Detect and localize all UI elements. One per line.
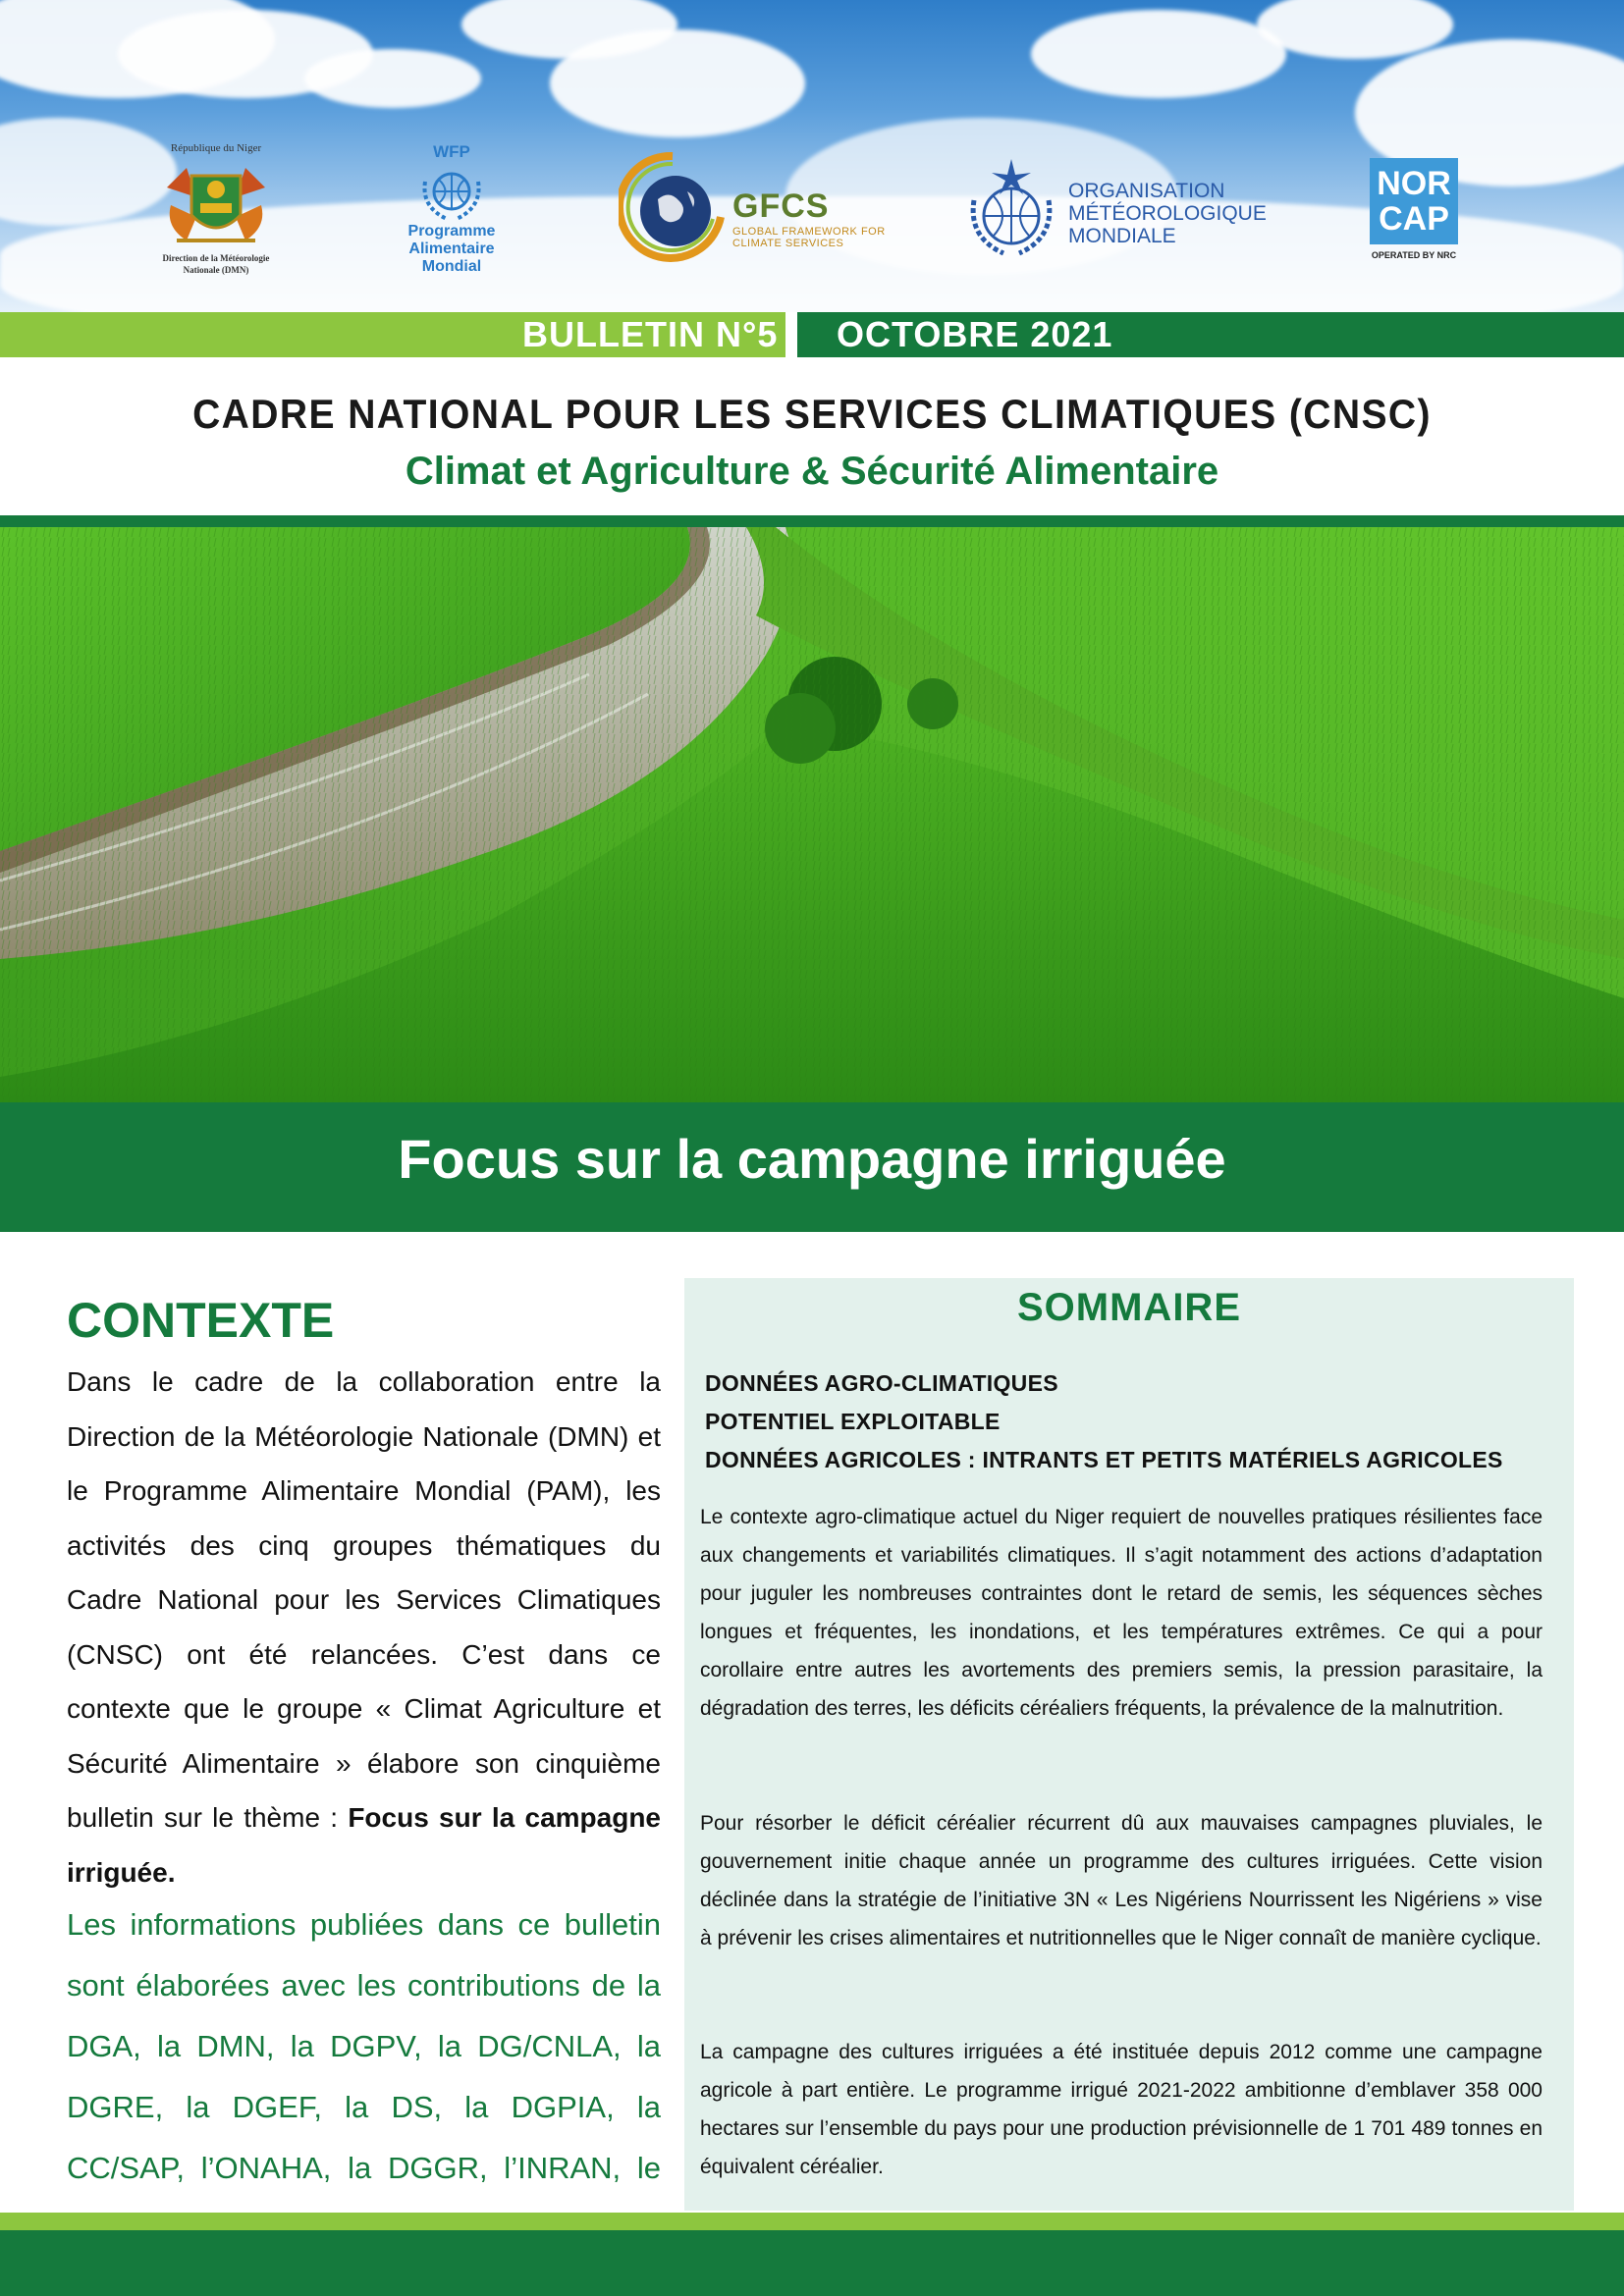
norcap-line-2: CAP (1379, 199, 1449, 238)
wfp-logo (393, 128, 511, 290)
gfcs-line-1: GLOBAL FRAMEWORK FOR (732, 226, 886, 238)
bulletin-bar (0, 312, 1624, 357)
omm-line-2: MÉTÉOROLOGIQUE (1068, 202, 1267, 225)
wfp-line-2: Alimentaire (408, 240, 495, 257)
rice-field-illustration (0, 527, 1624, 1102)
niger-dmn-logo (137, 128, 295, 290)
partner-logos (0, 128, 1624, 294)
contributions-text: Les informations publiées dans ce bulletin sont élaborées avec les contributions de la DGA, la DMN, la DGPV, la DG/CNLA, la DGRE, la DGEF, la DS, la DGPIA, la CC/SAP, l’ONAHA, la DGGR, l’INRAN, le (67, 1907, 661, 2185)
wfp-emblem-icon (417, 162, 486, 223)
title-divider (0, 515, 1624, 527)
omm-logo (962, 128, 1276, 290)
sommaire-title: SOMMAIRE (1017, 1286, 1241, 1329)
norcap-caption: OPERATED BY NRC (1371, 249, 1457, 260)
gfcs-acronym: GFCS (732, 187, 830, 225)
sommaire-paragraph: Le contexte agro-climatique actuel du Niger requiert de nouvelles pratiques résilientes face aux changements et variabilités climatiques. Il s’agit notamment des actions d’adaptation pour juguler les nombreuses contraintes dont le retard de semis, les séquences sèches longues et fréquentes, les inondations, et les températures extrêmes. Ce qui a pour corollaire entre autres les avortements des premiers semis, la pression parasitaire, la dégradation des terres, les déficits céréaliers fréquents, la prévalence de la malnutrition. (700, 1506, 1543, 1720)
niger-caption-bottom: Direction de la Météorologie Nationale (DMN) (162, 252, 270, 275)
wmo-emblem-icon (962, 155, 1060, 263)
sommaire-item: DONNÉES AGRO-CLIMATIQUES (705, 1370, 1058, 1396)
focus-title: Focus sur la campagne irriguée (398, 1128, 1226, 1190)
sub-title: Climat et Agriculture & Sécurité Alimentaire (405, 450, 1219, 493)
bulletin-number: BULLETIN N°5 (522, 314, 779, 354)
gfcs-logo (619, 128, 903, 290)
gfcs-globe-icon (619, 150, 727, 268)
contexte-body (67, 1355, 661, 1899)
sommaire-paragraph: La campagne des cultures irriguées a été instituée depuis 2012 comme une campagne agricole à part entière. Le programme irrigué 2021-2022 ambitionne d’emblaver 358 000 hectares sur l’ensemble du pays pour une production prévisionnelle de 1 701 489 tonnes en équivalent céréalier. (700, 2041, 1543, 2178)
wfp-acronym: WFP (433, 141, 470, 161)
omm-line-1: ORGANISATION (1068, 180, 1225, 202)
contexte-heading: CONTEXTE (67, 1293, 335, 1348)
header-sky (0, 0, 1624, 312)
contexte-body-strong: Focus sur la campagne irriguée. (67, 1802, 661, 1888)
omm-line-3: MONDIALE (1068, 225, 1176, 247)
hero-rice-field-image (0, 527, 1624, 1102)
wfp-line-3: Mondial (421, 257, 482, 275)
main-title: CADRE NATIONAL POUR LES SERVICES CLIMATIQUES (CNSC) (192, 391, 1432, 437)
footer-dark-bar (0, 2230, 1624, 2296)
coat-of-arms-icon (157, 158, 275, 248)
bulletin-date: OCTOBRE 2021 (837, 314, 1113, 354)
sommaire-list (705, 1364, 1569, 1479)
norcap-line-1: NOR (1377, 164, 1451, 202)
footer-light-bar (0, 2213, 1624, 2230)
contexte-body-text: Dans le cadre de la collaboration entre la Direction de la Météorologie Nationale (DMN) et le Programme Alimentaire Mondial (PAM), les activités des cinq groupes thématiques du Cadre National pour les Services Climatiques (CNSC) ont été relancées. C’est dans ce contexte que le groupe « Climat Agriculture et Sécurité Alimentaire » élabore son cinquième bulletin sur le thème : (67, 1366, 661, 1833)
gfcs-line-2: CLIMATE SERVICES (732, 238, 844, 249)
niger-caption-top: République du Niger (170, 141, 262, 154)
norcap-logo (1360, 128, 1468, 290)
sommaire-paragraph: Pour résorber le déficit céréalier récurrent dû aux mauvaises campagnes pluviales, le gouvernement initie chaque année un programme des cultures irriguées. Cette vision déclinée dans la stratégie de l’initiative 3N « Les Nigériens Nourrissent les Nigériens » vise à prévenir les crises alimentaires et nutritionnelles que le Niger connaît de manière cyclique. (700, 1812, 1543, 1949)
sommaire-item: DONNÉES AGRICOLES : INTRANTS ET PETITS MATÉRIELS AGRICOLES (705, 1447, 1503, 1472)
sommaire-item: POTENTIEL EXPLOITABLE (705, 1409, 1001, 1434)
wfp-line-1: Programme (407, 222, 496, 240)
